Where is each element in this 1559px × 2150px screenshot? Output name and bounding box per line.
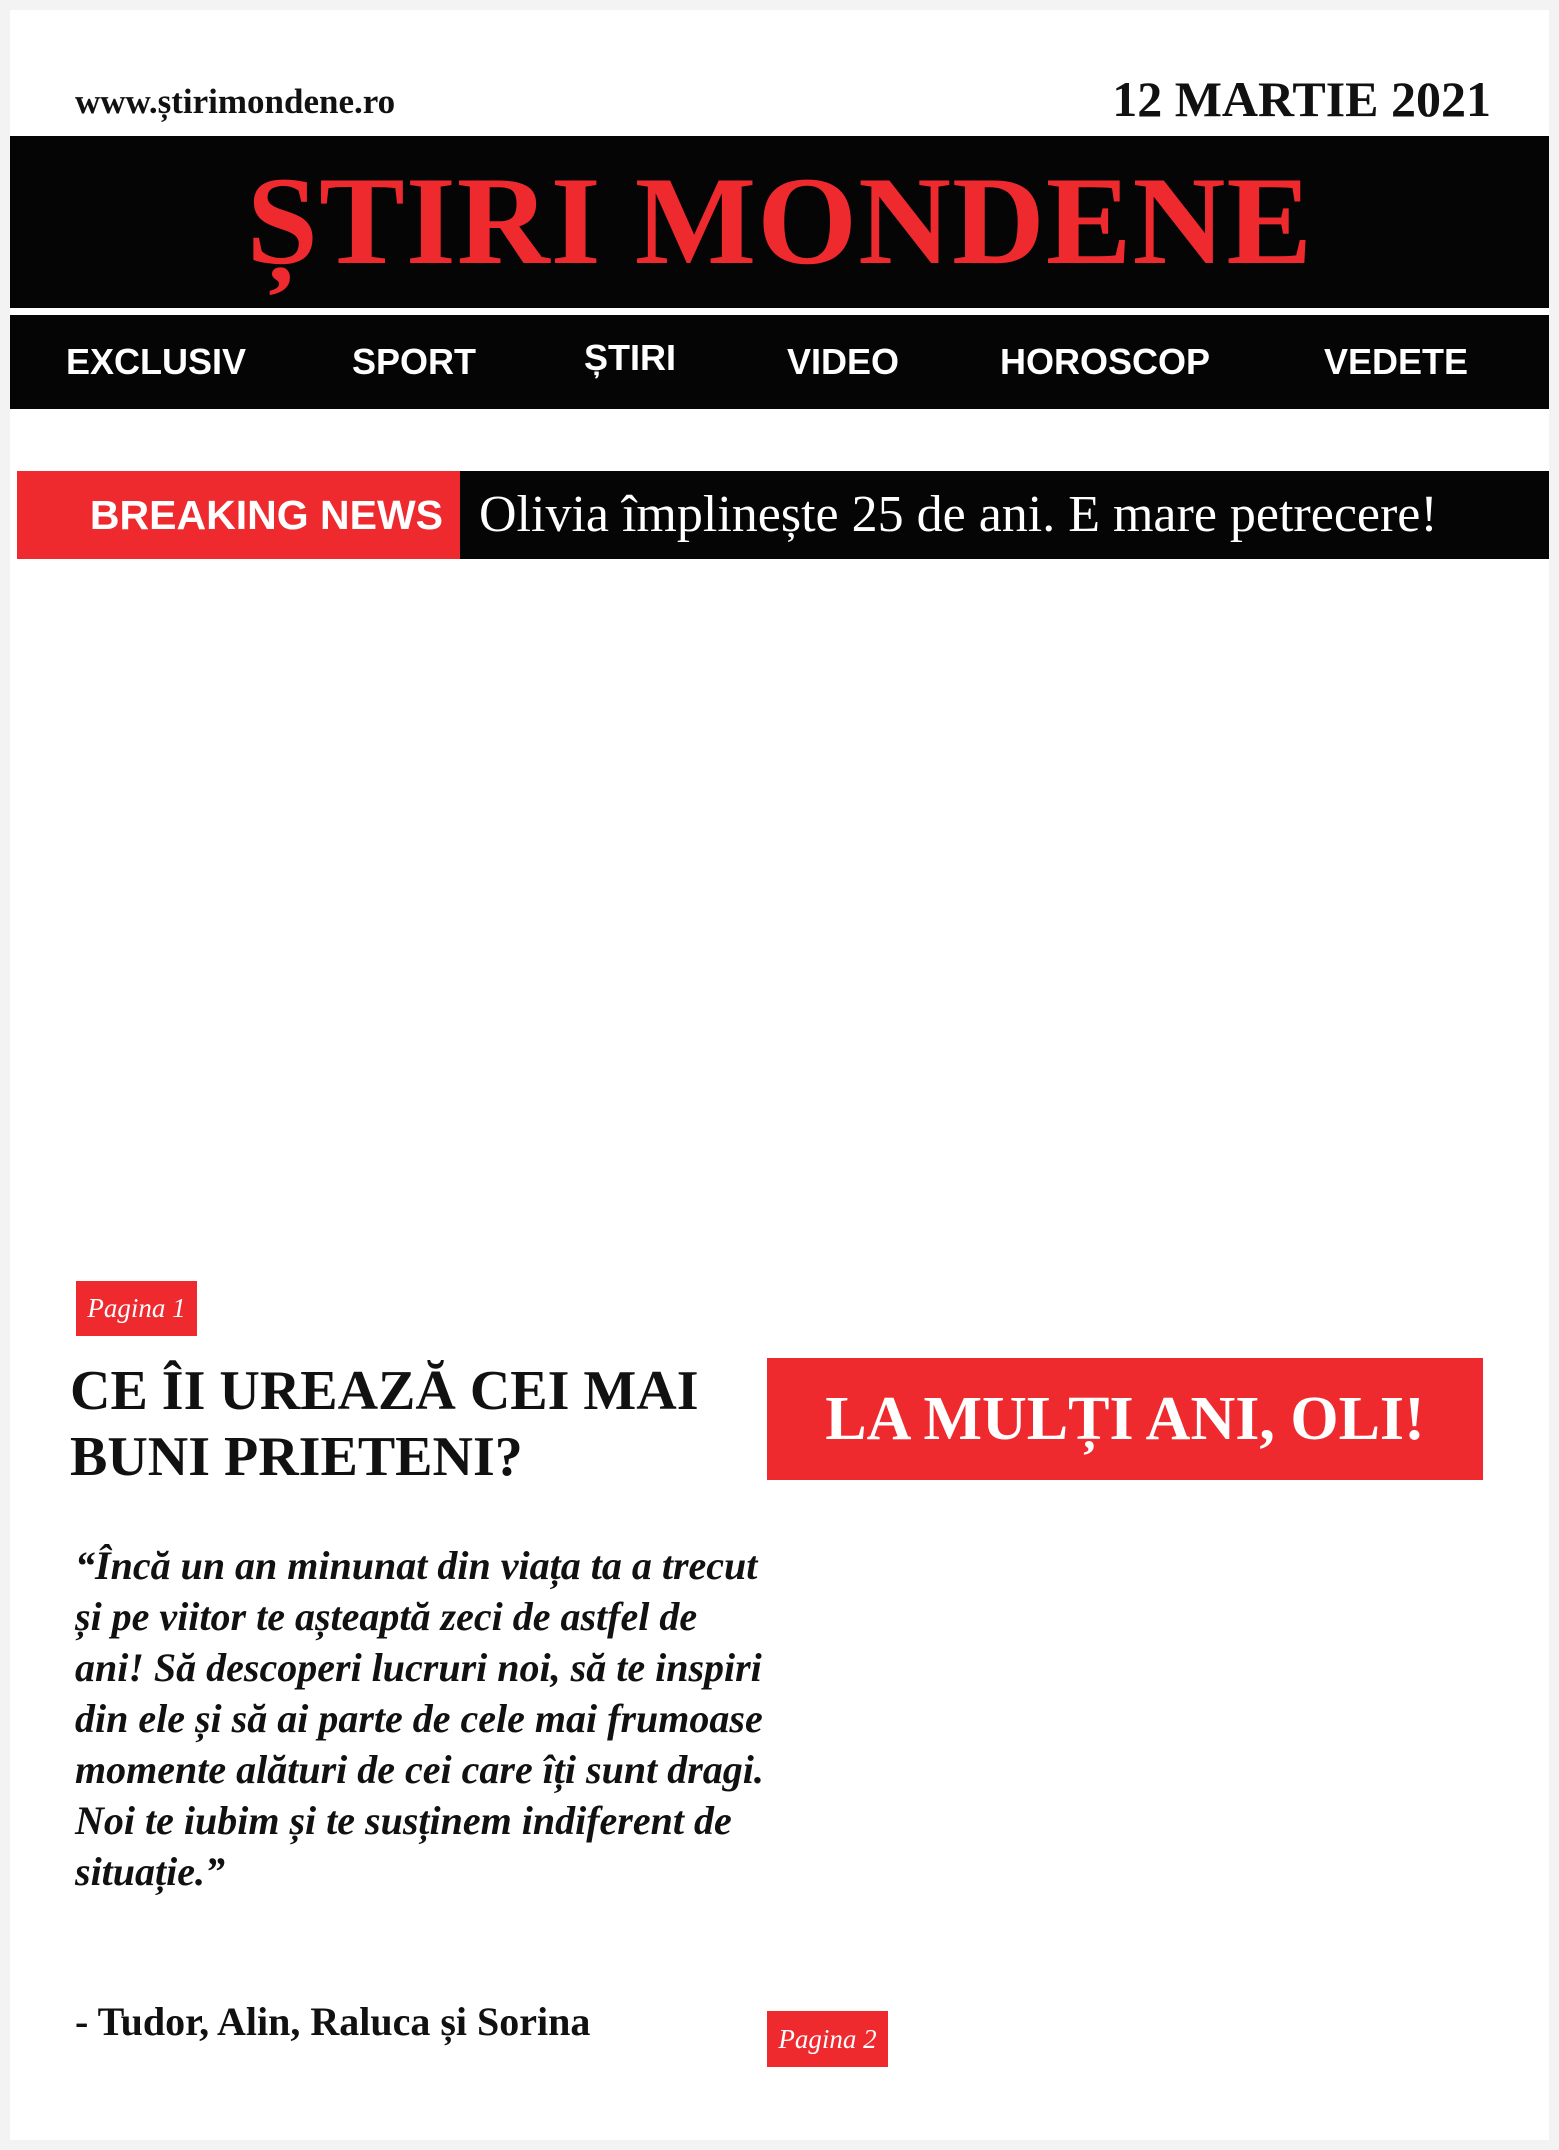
page-tag-2: Pagina 2 [767, 2011, 888, 2067]
nav-item-video[interactable]: VIDEO [787, 341, 900, 382]
nav-item-exclusiv[interactable]: EXCLUSIV [66, 341, 247, 382]
site-url[interactable]: www.știrimondene.ro [75, 82, 396, 121]
article-signature: - Tudor, Alin, Raluca și Sorina [75, 1999, 591, 2044]
article-quote: “Încă un an minunat din viața ta a trecut și pe viitor te așteaptă zeci de astfel de ani! Să descoperi lucruri noi, să te inspiri din ele și să ai parte de cele mai frumoase momente alături de cei care îți sunt dragi. Noi te iubim și te susținem indiferent de situație.” [75, 1543, 764, 1894]
breaking-news-text: Olivia împlinește 25 de ani. E mare petrecere! [479, 486, 1438, 543]
nav-item-vedete[interactable]: VEDETE [1324, 341, 1469, 382]
nav-item-horoscop[interactable]: HOROSCOP [1000, 341, 1211, 382]
birthday-banner: LA MULȚI ANI, OLI! [767, 1358, 1483, 1480]
nav-bar [10, 315, 1549, 409]
breaking-news-bar [17, 471, 1549, 559]
masthead [10, 136, 1549, 308]
nav-item-stiri[interactable]: ȘTIRI [584, 337, 677, 378]
masthead-title: ȘTIRI MONDENE [246, 152, 1313, 291]
newspaper-page [10, 10, 1549, 2140]
issue-date: 12 MARTIE 2021 [1112, 71, 1491, 127]
page-tag-1: Pagina 1 [76, 1281, 197, 1336]
breaking-news-label: BREAKING NEWS [17, 471, 460, 559]
article-headline: CE ÎI UREAZĂ CEI MAI BUNI PRIETENI? [70, 1360, 699, 1488]
nav-item-sport[interactable]: SPORT [352, 341, 477, 382]
